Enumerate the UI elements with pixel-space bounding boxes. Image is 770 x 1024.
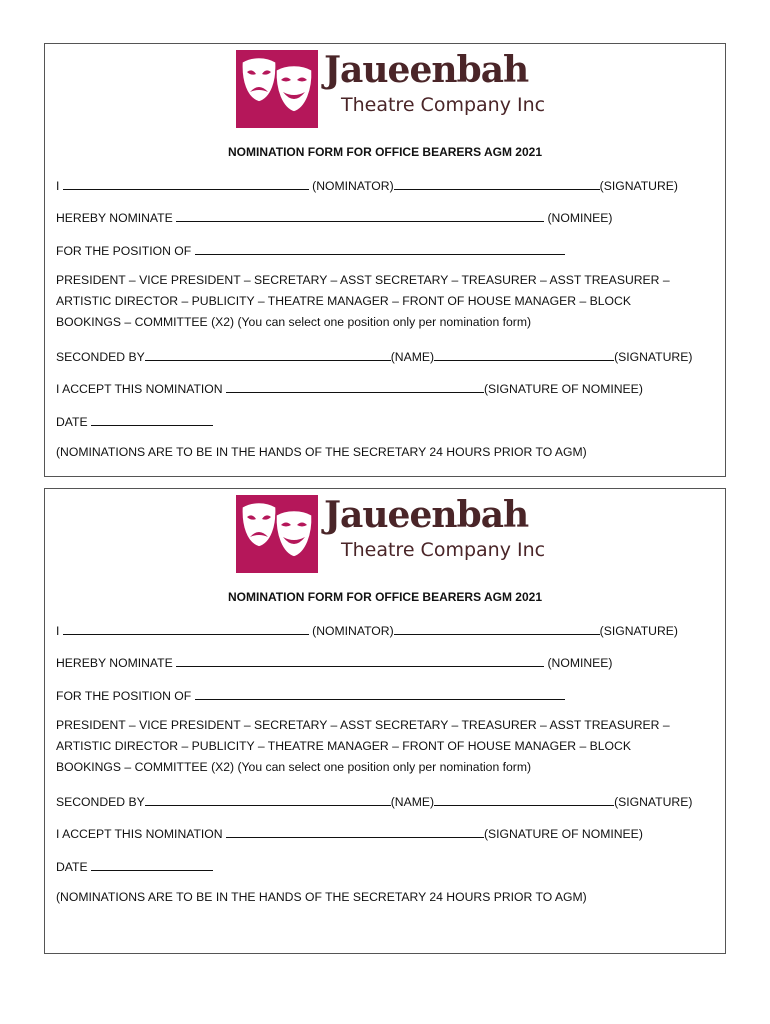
signature-label: (SIGNATURE) xyxy=(599,624,678,638)
nominator-signature-field[interactable] xyxy=(394,177,600,190)
position-label: FOR THE POSITION OF xyxy=(56,689,192,703)
i-prefix: I xyxy=(56,179,60,193)
seconder-field[interactable] xyxy=(145,348,391,361)
theatre-masks-icon xyxy=(236,50,318,128)
nominator-label: (NOMINATOR) xyxy=(312,179,394,193)
seconder-signature-label: (SIGNATURE) xyxy=(614,795,693,809)
logo-name: Jaueenbah xyxy=(324,494,529,536)
date-label: DATE xyxy=(56,860,88,874)
form-title: NOMINATION FORM FOR OFFICE BEARERS AGM 2021 xyxy=(227,145,542,159)
positions-list: PRESIDENT – VICE PRESIDENT – SECRETARY – ASST SECRETARY – TREASURER – ASST TREASURER – ARTISTIC DIRECTOR – PUBLICITY – THEATRE MANAGER – FRONT OF HOUSE MANAGER – BLOCK BOOKINGS – COMMITTEE (X2) (You can select one position only per nomination form) xyxy=(56,273,670,329)
seconded-by-label: SECONDED BY xyxy=(56,350,145,364)
position-field[interactable] xyxy=(195,242,565,255)
nominee-line xyxy=(56,209,612,225)
nominee-signature-label: (SIGNATURE OF NOMINEE) xyxy=(483,827,643,841)
nominator-label: (NOMINATOR) xyxy=(312,624,394,638)
accept-label: I ACCEPT THIS NOMINATION xyxy=(56,827,223,841)
nominee-line xyxy=(56,654,612,670)
seconder-signature-label: (SIGNATURE) xyxy=(614,350,693,364)
nominee-label: (NOMINEE) xyxy=(547,656,613,670)
nominator-name-field[interactable] xyxy=(63,177,309,190)
date-field[interactable] xyxy=(91,413,213,426)
logo-subtitle: Theatre Company Inc xyxy=(341,94,546,116)
seconder-field[interactable] xyxy=(145,793,391,806)
seconder-signature-field[interactable] xyxy=(434,793,614,806)
nominator-signature-field[interactable] xyxy=(394,622,600,635)
footer-note: (NOMINATIONS ARE TO BE IN THE HANDS OF THE SECRETARY 24 HOURS PRIOR TO AGM) xyxy=(56,890,587,904)
accept-line xyxy=(56,825,643,841)
position-field[interactable] xyxy=(195,687,565,700)
name-label: (NAME) xyxy=(390,795,435,809)
nominee-signature-field[interactable] xyxy=(226,825,484,838)
date-line xyxy=(56,858,213,874)
footer-note: (NOMINATIONS ARE TO BE IN THE HANDS OF THE SECRETARY 24 HOURS PRIOR TO AGM) xyxy=(56,445,587,459)
positions-list: PRESIDENT – VICE PRESIDENT – SECRETARY – ASST SECRETARY – TREASURER – ASST TREASURER – ARTISTIC DIRECTOR – PUBLICITY – THEATRE MANAGER – FRONT OF HOUSE MANAGER – BLOCK BOOKINGS – COMMITTEE (X2) (You can select one position only per nomination form) xyxy=(56,718,670,774)
nominee-signature-field[interactable] xyxy=(226,380,484,393)
date-label: DATE xyxy=(56,415,88,429)
seconded-line xyxy=(56,793,692,809)
i-prefix: I xyxy=(56,624,60,638)
form-title: NOMINATION FORM FOR OFFICE BEARERS AGM 2021 xyxy=(227,590,542,604)
nominator-line xyxy=(56,177,678,193)
hereby-nominate-label: HEREBY NOMINATE xyxy=(56,211,173,225)
nominee-name-field[interactable] xyxy=(176,654,544,667)
company-logo xyxy=(236,49,546,128)
nomination-form-2 xyxy=(44,488,726,954)
nominator-name-field[interactable] xyxy=(63,622,309,635)
company-logo xyxy=(236,494,546,573)
accept-label: I ACCEPT THIS NOMINATION xyxy=(56,382,223,396)
accept-line xyxy=(56,380,643,396)
name-label: (NAME) xyxy=(390,350,435,364)
hereby-nominate-label: HEREBY NOMINATE xyxy=(56,656,173,670)
seconder-signature-field[interactable] xyxy=(434,348,614,361)
theatre-masks-icon xyxy=(236,495,318,573)
nominee-signature-label: (SIGNATURE OF NOMINEE) xyxy=(483,382,643,396)
date-field[interactable] xyxy=(91,858,213,871)
signature-label: (SIGNATURE) xyxy=(599,179,678,193)
logo-name: Jaueenbah xyxy=(324,49,529,91)
position-line xyxy=(56,242,565,258)
nominator-line xyxy=(56,622,678,638)
position-line xyxy=(56,687,565,703)
seconded-line xyxy=(56,348,692,364)
nominee-label: (NOMINEE) xyxy=(547,211,613,225)
position-label: FOR THE POSITION OF xyxy=(56,244,192,258)
seconded-by-label: SECONDED BY xyxy=(56,795,145,809)
nominee-name-field[interactable] xyxy=(176,209,544,222)
logo-subtitle: Theatre Company Inc xyxy=(341,539,546,561)
date-line xyxy=(56,413,213,429)
nomination-form-1 xyxy=(44,43,726,477)
